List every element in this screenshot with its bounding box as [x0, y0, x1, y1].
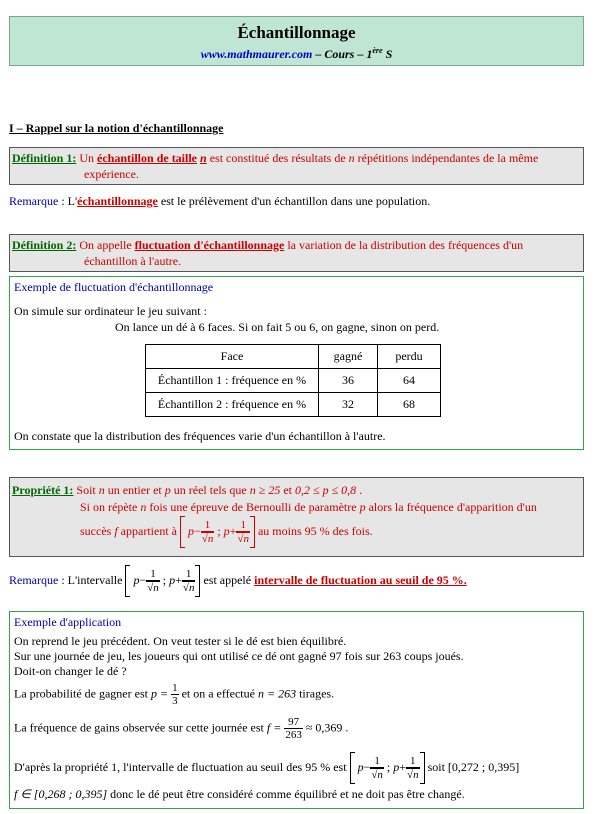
- section-title: I – Rappel sur la notion d'échantillonnage: [9, 121, 224, 135]
- definition-1-term: échantillon de taille: [97, 151, 198, 165]
- table-row: Échantillon 1 : fréquence en % 36 64: [146, 369, 441, 393]
- example-1-box: Exemple de fluctuation d'échantillonnage On simule sur ordinateur le jeu suivant : On lance un dé à 6 faces. Si on fait 5 ou 6, on gagne, sinon on perd. Face gagné perdu Échantillon 1 : fréquence en % 36 64 Échantillon 2 : fréquence en % 32 68 On constate que la distribution des fréquences varie d'un échantillon à l'autre.: [9, 276, 584, 450]
- page-header: [9, 16, 584, 66]
- frequency-table: [145, 344, 441, 417]
- example-2-box: Exemple d'application On reprend le jeu précédent. On veut tester si le dé est bien équilibré. Sur une journée de jeu, les joueurs qui ont utilisé ce dé ont gagné 97 fois sur 263 coups joués. Doit-on changer le dé ? La probabilité de gagner est p = $\frac{1}{3}$ et on a effectué n = 263 tirages. La fréquence de gains observée sur cette journée est f = $\frac{97}{263}$ ≈ 0,369 . D'après la propriété 1, l'intervalle de fluctuation au seuil des 95 % est p− $\frac{1}{√n}$ ; p+ $\frac{1}{√n}$ soit [0,272 ; 0,395] f ∈ [0,268 ; 0,395] donc le dé peut être considéré comme équilibré et ne doit pas être changé.: [9, 611, 584, 809]
- definition-2-box: Définition 2: On appelle fluctuation d'échantillonnage la variation de la distribution des fréquences d'un échantillon à l'autre.: [9, 234, 584, 272]
- property-1-label: Propriété 1:: [12, 483, 74, 497]
- property-1-box: Propriété 1: Soit n un entier et p un réel tels que n ≥ 25 et 0,2 ≤ p ≤ 0,8 . Si on répète n fois une épreuve de Bernoulli de paramètre p alors la fréquence d'apparition d'un succès f appartient à p− $\frac{1}{√n}$ ; p+ $\frac{1}{√n}$ au moins 95 % des fois.: [9, 477, 584, 557]
- table-row: Échantillon 2 : fréquence en % 32 68: [146, 393, 441, 417]
- table-header-row: Face gagné perdu: [146, 345, 441, 369]
- site-link[interactable]: www.mathmaurer.com: [200, 47, 313, 61]
- definition-1-box: Définition 1: Un échantillon de taille n est constitué des résultats de n répétitions indépendantes de la même expérience.: [9, 147, 584, 185]
- remark-2: Remarque : L'intervalle p− $\frac{1}{√n}$ ; p+ $\frac{1}{√n}$ est appelé intervalle de fluctuation au seuil de 95 %.: [9, 565, 467, 597]
- remark-1-term: échantillonnage: [77, 194, 158, 208]
- page-title: Échantillonnage: [237, 23, 356, 42]
- definition-2-label: Définition 2:: [12, 238, 77, 252]
- remark-2-term: intervalle de fluctuation au seuil de 95 %.: [254, 572, 467, 587]
- page-subtitle: www.mathmaurer.com – Cours – 1ère S: [200, 46, 393, 61]
- example-1-heading: Exemple de fluctuation d'échantillonnage: [14, 280, 214, 294]
- definition-1-label: Définition 1:: [12, 151, 77, 165]
- remark-1: Remarque : L'échantillonnage est le prélèvement d'un échantillon dans une population.: [9, 194, 431, 208]
- example-2-heading: Exemple d'application: [14, 615, 122, 629]
- definition-2-term: fluctuation d'échantillonnage: [134, 238, 285, 252]
